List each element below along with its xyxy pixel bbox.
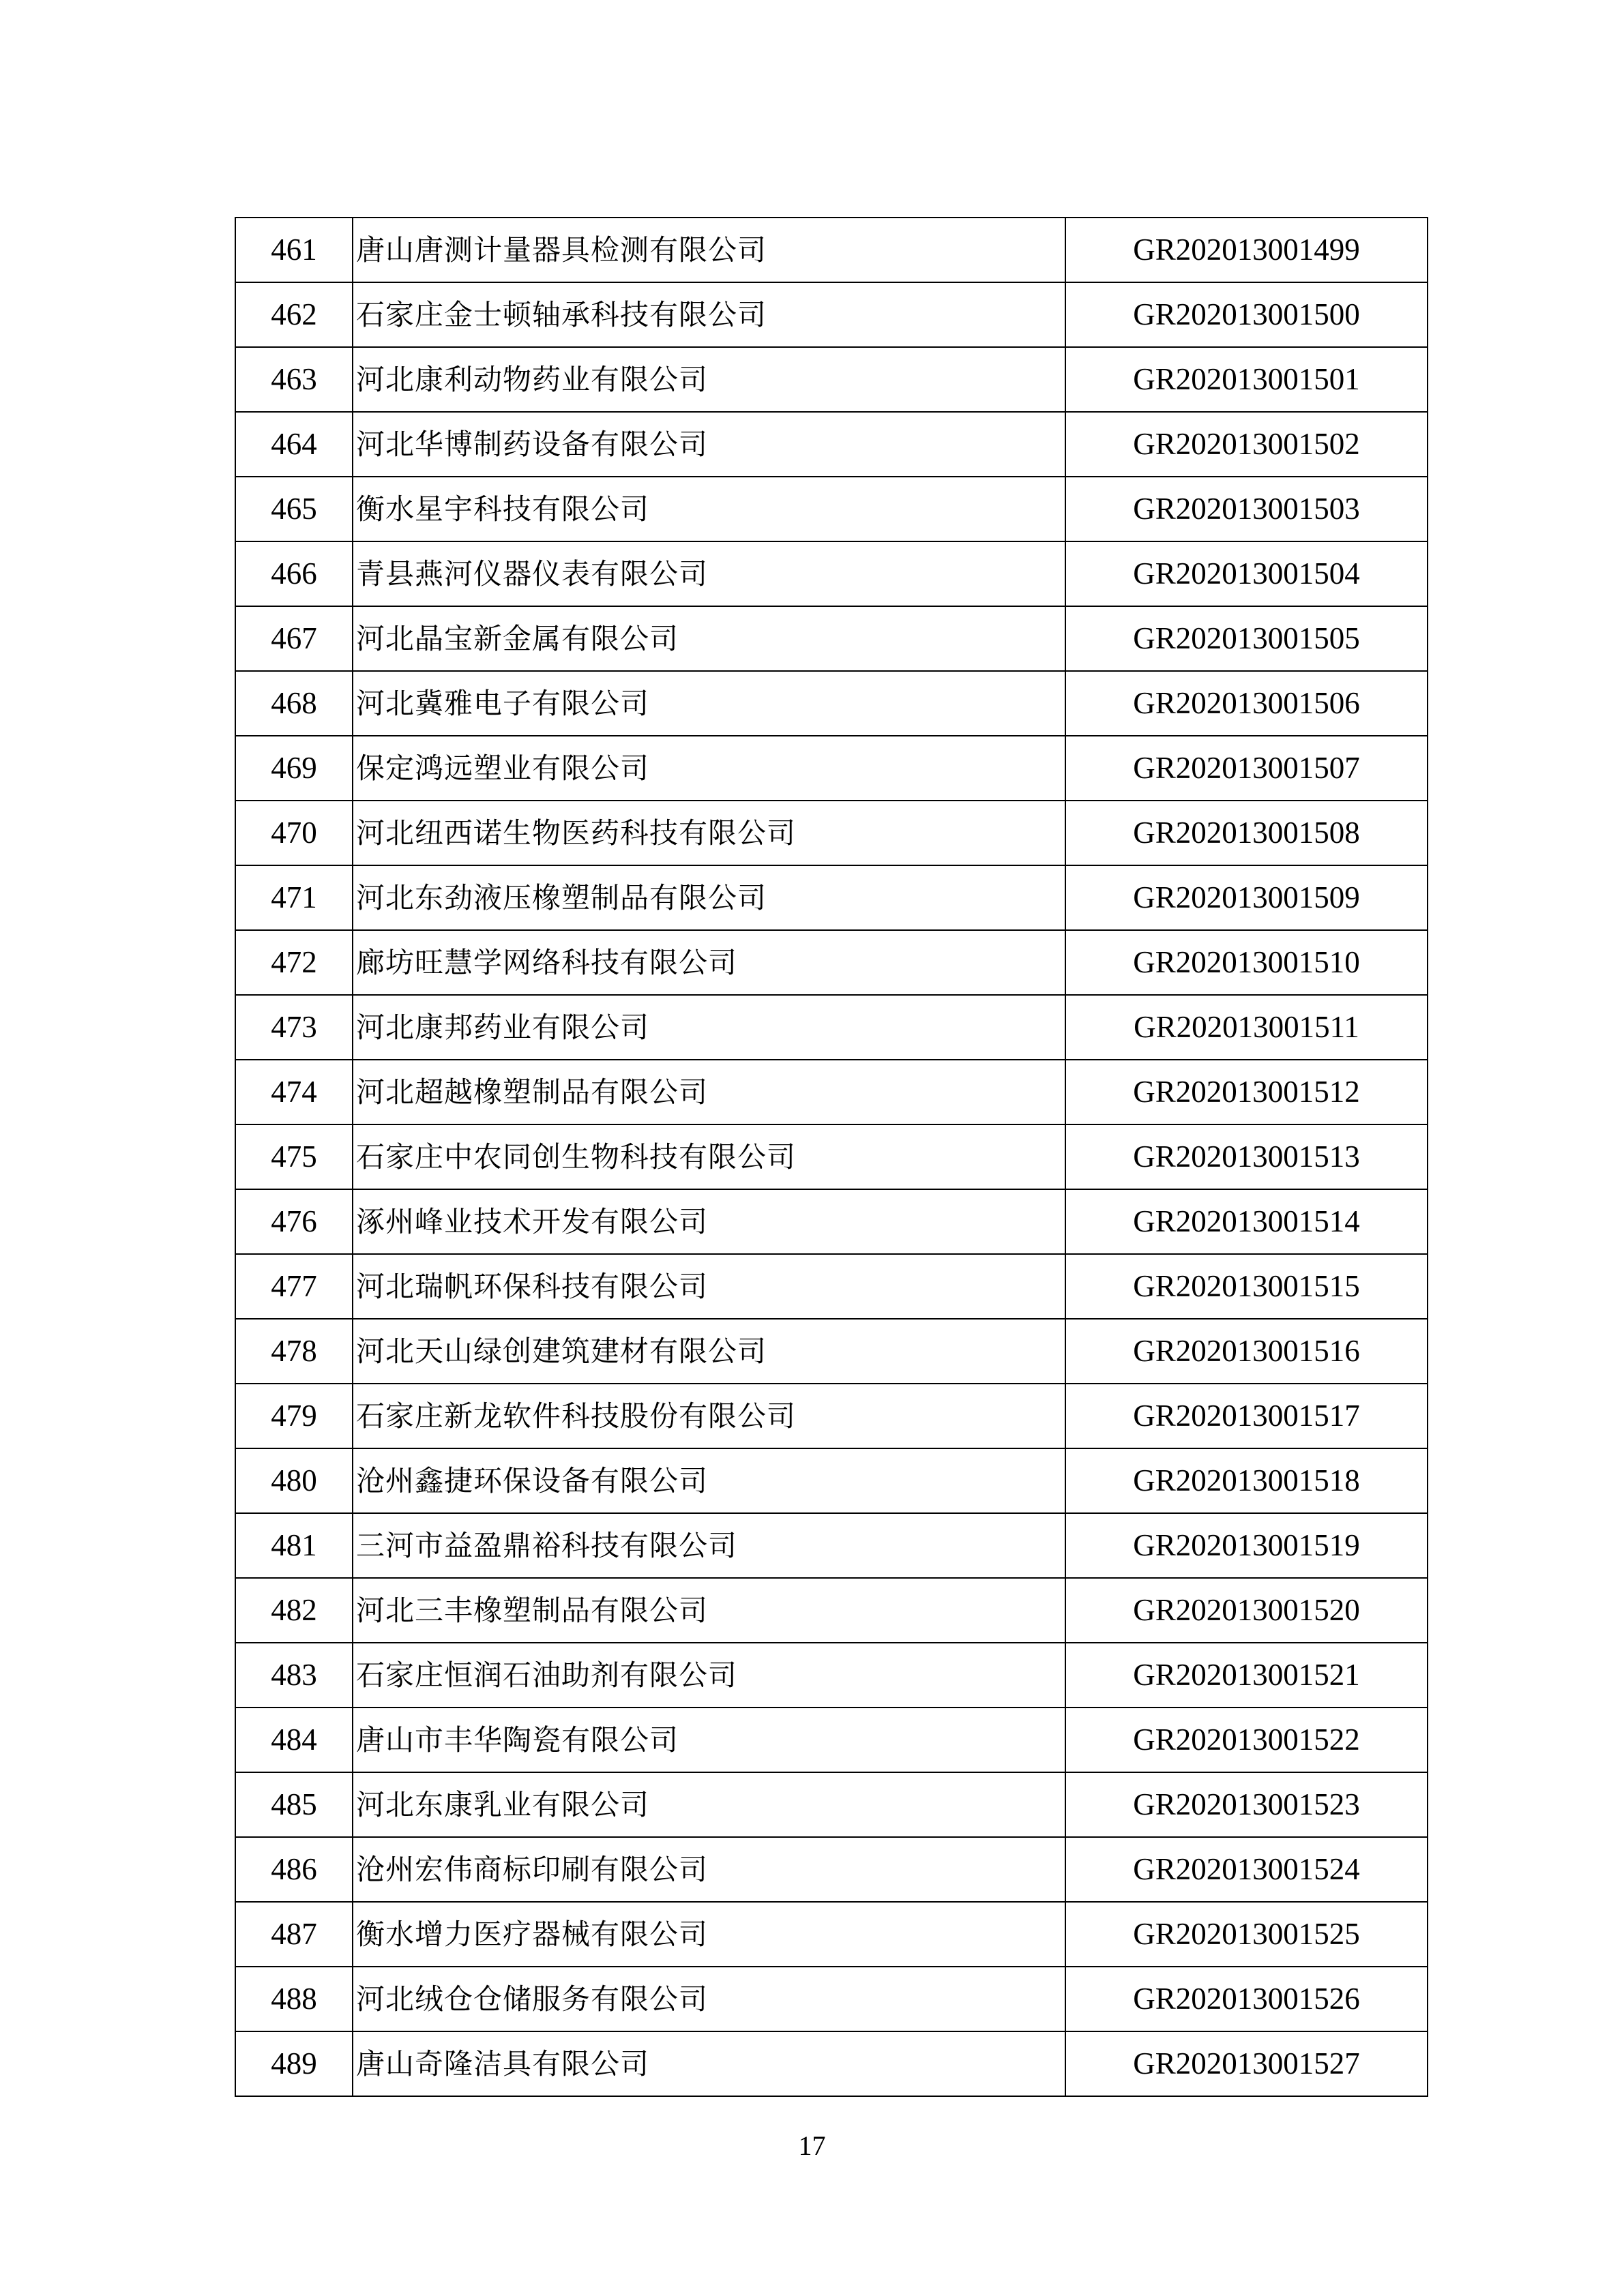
row-number-cell: 485 [235,1772,353,1837]
certificate-code-cell: GR202013001507 [1065,736,1428,801]
row-number-cell: 473 [235,995,353,1060]
row-number-cell: 464 [235,412,353,477]
table-row [235,412,1428,477]
certificate-code-cell: GR202013001510 [1065,930,1428,995]
company-name-cell: 衡水星宇科技有限公司 [353,477,1065,541]
company-name-cell: 石家庄中农同创生物科技有限公司 [353,1124,1065,1189]
company-name-cell: 河北超越橡塑制品有限公司 [353,1060,1065,1124]
row-number-cell: 474 [235,1060,353,1124]
company-name-cell: 衡水增力医疗器械有限公司 [353,1902,1065,1967]
table-row [235,1967,1428,2031]
company-name-cell: 河北东康乳业有限公司 [353,1772,1065,1837]
company-name-cell: 河北天山绿创建筑建材有限公司 [353,1319,1065,1384]
row-number-cell: 461 [235,218,353,282]
company-name-cell: 石家庄新龙软件科技股份有限公司 [353,1384,1065,1448]
row-number-cell: 483 [235,1643,353,1708]
table-row [235,1189,1428,1254]
company-name-cell: 河北东劲液压橡塑制品有限公司 [353,865,1065,930]
page-number: 17 [798,2130,826,2161]
certificate-code-cell: GR202013001506 [1065,671,1428,736]
certificate-code-cell: GR202013001504 [1065,541,1428,606]
row-number-cell: 487 [235,1902,353,1967]
enterprise-table [235,217,1428,2097]
row-number-cell: 469 [235,736,353,801]
certificate-code-cell: GR202013001501 [1065,347,1428,412]
table-row [235,1384,1428,1448]
table-row [235,1254,1428,1319]
table-row [235,930,1428,995]
table-row [235,1708,1428,1772]
company-name-cell: 石家庄金士顿轴承科技有限公司 [353,282,1065,347]
certificate-code-cell: GR202013001525 [1065,1902,1428,1967]
row-number-cell: 468 [235,671,353,736]
certificate-code-cell: GR202013001518 [1065,1448,1428,1513]
certificate-code-cell: GR202013001514 [1065,1189,1428,1254]
table-row [235,1060,1428,1124]
row-number-cell: 486 [235,1837,353,1902]
table-row [235,282,1428,347]
company-name-cell: 河北康邦药业有限公司 [353,995,1065,1060]
certificate-code-cell: GR202013001520 [1065,1578,1428,1643]
row-number-cell: 475 [235,1124,353,1189]
table-row [235,477,1428,541]
company-name-cell: 河北三丰橡塑制品有限公司 [353,1578,1065,1643]
certificate-code-cell: GR202013001513 [1065,1124,1428,1189]
row-number-cell: 462 [235,282,353,347]
row-number-cell: 470 [235,801,353,865]
row-number-cell: 479 [235,1384,353,1448]
table-row [235,347,1428,412]
certificate-code-cell: GR202013001522 [1065,1708,1428,1772]
company-name-cell: 沧州宏伟商标印刷有限公司 [353,1837,1065,1902]
table-row [235,736,1428,801]
certificate-code-cell: GR202013001516 [1065,1319,1428,1384]
row-number-cell: 466 [235,541,353,606]
certificate-code-cell: GR202013001502 [1065,412,1428,477]
certificate-code-cell: GR202013001509 [1065,865,1428,930]
row-number-cell: 482 [235,1578,353,1643]
row-number-cell: 471 [235,865,353,930]
certificate-code-cell: GR202013001527 [1065,2031,1428,2096]
company-name-cell: 唐山奇隆洁具有限公司 [353,2031,1065,2096]
table-row [235,2031,1428,2096]
row-number-cell: 465 [235,477,353,541]
certificate-code-cell: GR202013001515 [1065,1254,1428,1319]
table-row [235,865,1428,930]
company-name-cell: 三河市益盈鼎裕科技有限公司 [353,1513,1065,1578]
company-name-cell: 河北绒仓仓储服务有限公司 [353,1967,1065,2031]
table-row [235,1448,1428,1513]
certificate-code-cell: GR202013001526 [1065,1967,1428,2031]
company-name-cell: 河北华博制药设备有限公司 [353,412,1065,477]
table-row [235,1319,1428,1384]
company-name-cell: 河北晶宝新金属有限公司 [353,606,1065,671]
row-number-cell: 467 [235,606,353,671]
company-name-cell: 石家庄恒润石油助剂有限公司 [353,1643,1065,1708]
row-number-cell: 480 [235,1448,353,1513]
certificate-code-cell: GR202013001503 [1065,477,1428,541]
certificate-code-cell: GR202013001511 [1065,995,1428,1060]
company-name-cell: 青县燕河仪器仪表有限公司 [353,541,1065,606]
table-row [235,1772,1428,1837]
row-number-cell: 478 [235,1319,353,1384]
table-row [235,995,1428,1060]
certificate-code-cell: GR202013001499 [1065,218,1428,282]
row-number-cell: 477 [235,1254,353,1319]
row-number-cell: 481 [235,1513,353,1578]
table-row [235,1837,1428,1902]
company-name-cell: 涿州峰业技术开发有限公司 [353,1189,1065,1254]
certificate-code-cell: GR202013001517 [1065,1384,1428,1448]
table-row [235,1902,1428,1967]
row-number-cell: 489 [235,2031,353,2096]
table-row [235,606,1428,671]
row-number-cell: 488 [235,1967,353,2031]
table-row [235,1124,1428,1189]
company-name-cell: 沧州鑫捷环保设备有限公司 [353,1448,1065,1513]
certificate-code-cell: GR202013001521 [1065,1643,1428,1708]
certificate-code-cell: GR202013001524 [1065,1837,1428,1902]
row-number-cell: 484 [235,1708,353,1772]
table-row [235,801,1428,865]
row-number-cell: 472 [235,930,353,995]
table-row [235,1513,1428,1578]
company-name-cell: 唐山市丰华陶瓷有限公司 [353,1708,1065,1772]
certificate-code-cell: GR202013001508 [1065,801,1428,865]
table-row [235,1578,1428,1643]
certificate-code-cell: GR202013001523 [1065,1772,1428,1837]
certificate-code-cell: GR202013001512 [1065,1060,1428,1124]
certificate-code-cell: GR202013001519 [1065,1513,1428,1578]
row-number-cell: 463 [235,347,353,412]
table-row [235,218,1428,282]
company-name-cell: 河北瑞帆环保科技有限公司 [353,1254,1065,1319]
company-name-cell: 河北康利动物药业有限公司 [353,347,1065,412]
certificate-code-cell: GR202013001500 [1065,282,1428,347]
certificate-code-cell: GR202013001505 [1065,606,1428,671]
company-name-cell: 保定鸿远塑业有限公司 [353,736,1065,801]
company-name-cell: 河北冀雅电子有限公司 [353,671,1065,736]
table-row [235,671,1428,736]
table-row [235,541,1428,606]
company-name-cell: 唐山唐测计量器具检测有限公司 [353,218,1065,282]
enterprise-table-body [235,218,1428,2096]
company-name-cell: 河北纽西诺生物医药科技有限公司 [353,801,1065,865]
company-name-cell: 廊坊旺慧学网络科技有限公司 [353,930,1065,995]
row-number-cell: 476 [235,1189,353,1254]
table-row [235,1643,1428,1708]
